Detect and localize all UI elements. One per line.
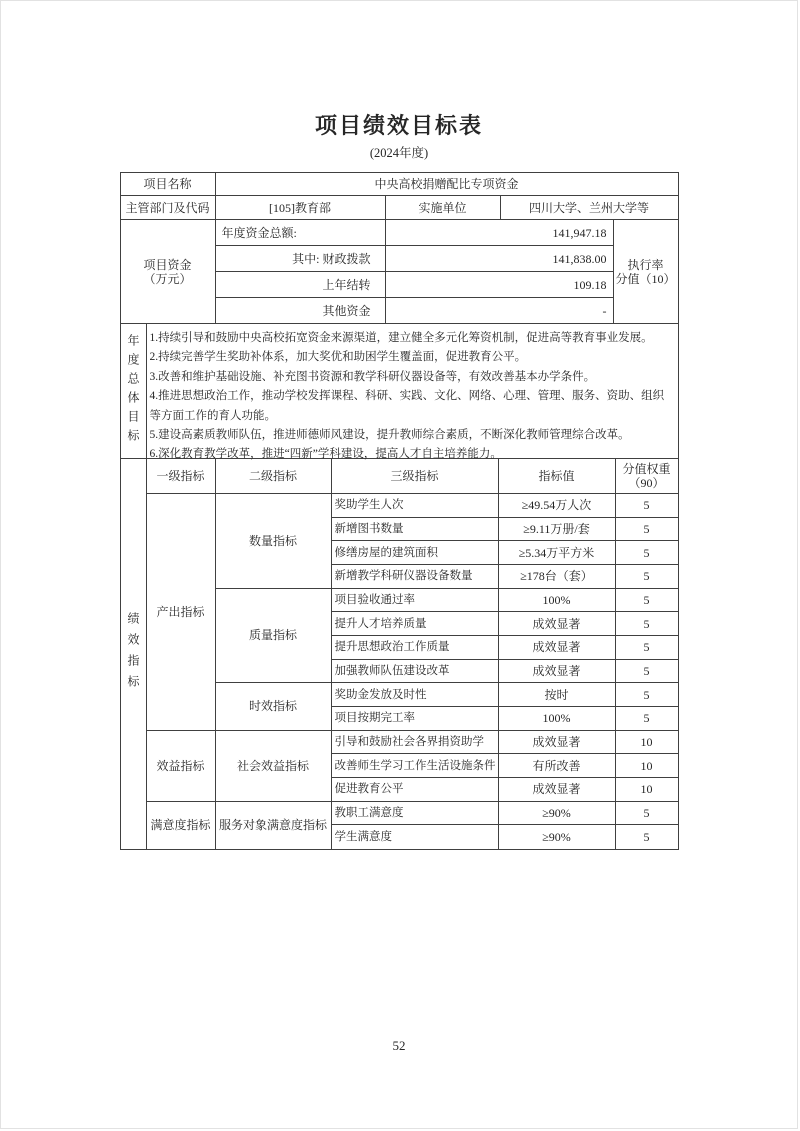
indicator-value: ≥90% (499, 802, 616, 826)
indicator-score: 5 (616, 494, 678, 518)
indicator-score: 5 (616, 565, 678, 589)
indicator-score: 5 (643, 830, 650, 845)
project-funds-side-label-line1: 项目资金 (143, 257, 192, 272)
goal-item: 1.持续引导和鼓励中央高校拓宽资金来源渠道，建立健全多元化筹资机制，促进高等教育事业发展。 (149, 332, 653, 344)
indicator-score: 10 (616, 778, 678, 802)
document-title: 项目绩效目标表 (314, 113, 483, 138)
indicator-score: 5 (616, 589, 678, 613)
indicator-name: 促进教育公平 (332, 778, 499, 802)
indicator-value: 成效显著 (499, 636, 616, 660)
indicator-value: 成效显著 (499, 612, 616, 636)
indicator-value: 成效显著 (499, 731, 616, 755)
indicator-name: 提升思想政治工作质量 (332, 636, 499, 660)
header-level1: 一级指标 (147, 459, 216, 494)
indicator-value: ≥9.11万册/套 (499, 518, 616, 542)
indicator-name: 改善师生学习工作生活设施条件 (332, 754, 499, 778)
indicator-name: 奖助金发放及时性 (332, 683, 499, 707)
level2-service-satisfaction: 服务对象满意度指标 (216, 802, 332, 849)
project-funds-section (121, 220, 678, 324)
indicator-name: 项目按期完工率 (332, 707, 499, 731)
indicator-value: 有所改善 (499, 754, 616, 778)
header-level2: 二级指标 (216, 459, 332, 494)
indicator-score: 5 (616, 612, 678, 636)
indicator-value: ≥5.34万平方米 (499, 541, 616, 565)
indicator-name: 教职工满意度 (332, 802, 499, 826)
indicator-score: 5 (616, 518, 678, 542)
indicator-name: 修缮房屋的建筑面积 (332, 541, 499, 565)
execution-rate-line2: 分值（10） (615, 271, 676, 286)
project-funds-side-label (121, 220, 216, 324)
annual-goals-side-label-cell (121, 324, 147, 459)
implementing-unit-value: 四川大学、兰州大学等 (501, 196, 678, 220)
level2-quality: 质量指标 (216, 589, 332, 684)
fund-row-amount: - (386, 298, 614, 324)
goal-item: 2.持续完善学生奖助补体系，加大奖优和助困学生覆盖面，促进教育公平。 (149, 351, 527, 364)
indicator-name: 提升人才培养质量 (332, 612, 499, 636)
header-score-weight-line2: （90） (628, 476, 665, 490)
indicator-score: 5 (616, 707, 678, 731)
performance-target-table (120, 172, 679, 850)
level1-output: 产出指标 (147, 494, 216, 731)
indicator-score: 5 (616, 683, 678, 707)
annual-goals-side-label: 年度总体目标 (126, 334, 140, 448)
header-score-weight-line1: 分值权重 (622, 462, 671, 476)
indicator-name: 学生满意度 (332, 825, 499, 849)
indicator-score: 5 (616, 660, 678, 684)
level1-satisfaction: 满意度指标 (147, 802, 216, 849)
fund-row-label: 年度资金总额: (216, 220, 386, 246)
level2-timeliness: 时效指标 (216, 683, 332, 730)
project-name-value: 中央高校捐赠配比专项资金 (216, 173, 678, 196)
project-funds-side-label-line2: （万元） (143, 271, 192, 286)
fund-row-label: 上年结转 (216, 272, 386, 298)
indicator-name: 新增教学科研仪器设备数量 (332, 565, 499, 589)
fund-row-amount: 141,838.00 (386, 246, 614, 272)
project-name-label: 项目名称 (121, 173, 216, 196)
fund-row-amount: 109.18 (386, 272, 614, 298)
header-score-weight (616, 459, 678, 494)
level2-social-benefit: 社会效益指标 (216, 731, 332, 802)
indicator-value: 按时 (499, 683, 616, 707)
indicator-score: 10 (616, 731, 678, 755)
execution-rate-score-label (614, 220, 678, 324)
goal-item: 6.深化教育教学改革，推进“四新”学科建设，提高人才自主培养能力。 (149, 448, 502, 461)
indicator-value: 100% (499, 707, 616, 731)
indicator-name: 项目验收通过率 (332, 589, 499, 613)
indicator-value: 100% (499, 589, 616, 613)
indicator-value: ≥49.54万人次 (499, 494, 616, 518)
level1-benefit: 效益指标 (147, 731, 216, 802)
indicator-value: ≥90% (499, 825, 616, 849)
department-label: 主管部门及代码 (121, 196, 216, 220)
annual-goals-text (147, 324, 678, 459)
header-indicator-value: 指标值 (499, 459, 616, 494)
indicator-name: 奖助学生人次 (332, 494, 499, 518)
indicator-value: 成效显著 (499, 778, 616, 802)
page-number: 52 (392, 1037, 406, 1053)
indicator-score: 5 (616, 802, 678, 826)
implementing-unit-label: 实施单位 (386, 196, 501, 220)
execution-rate-line1: 执行率 (627, 257, 664, 272)
perf-side-label: 绩效指标 (126, 611, 140, 696)
indicator-score: 10 (616, 754, 678, 778)
goal-item: 4.推进思想政治工作，推动学校发挥课程、科研、实践、文化、网络、心理、管理、服务、资助、组织等方面工作的育人功能。 (149, 390, 665, 422)
goal-item: 5.建设高素质教师队伍，推进师德师风建设，提升教师综合素质，不断深化教师管理综合改革。 (149, 429, 630, 442)
goal-item: 3.改善和维护基础设施、补充图书资源和教学科研仪器设备等，有效改善基本办学条件。 (149, 370, 596, 383)
indicator-score: 5 (616, 541, 678, 565)
project-info-section (121, 173, 678, 220)
indicator-name: 加强教师队伍建设改革 (332, 660, 499, 684)
department-value: [105]教育部 (216, 196, 386, 220)
header-level3: 三级指标 (332, 459, 499, 494)
document-subtitle: (2024年度) (369, 146, 429, 160)
indicator-name: 新增图书数量 (332, 518, 499, 542)
fund-row-label: 其他资金 (216, 298, 386, 324)
indicator-name: 引导和鼓励社会各界捐资助学 (332, 731, 499, 755)
fund-row-amount: 141,947.18 (386, 220, 614, 246)
annual-goals-section (121, 324, 678, 459)
level2-quantity: 数量指标 (216, 494, 332, 589)
indicator-score: 5 (616, 636, 678, 660)
indicator-value: ≥178台（套） (499, 565, 616, 589)
indicator-value: 成效显著 (499, 660, 616, 684)
perf-side-label-cell (121, 459, 147, 849)
performance-indicators-section (121, 459, 678, 849)
fund-row-label: 其中: 财政拨款 (216, 246, 386, 272)
